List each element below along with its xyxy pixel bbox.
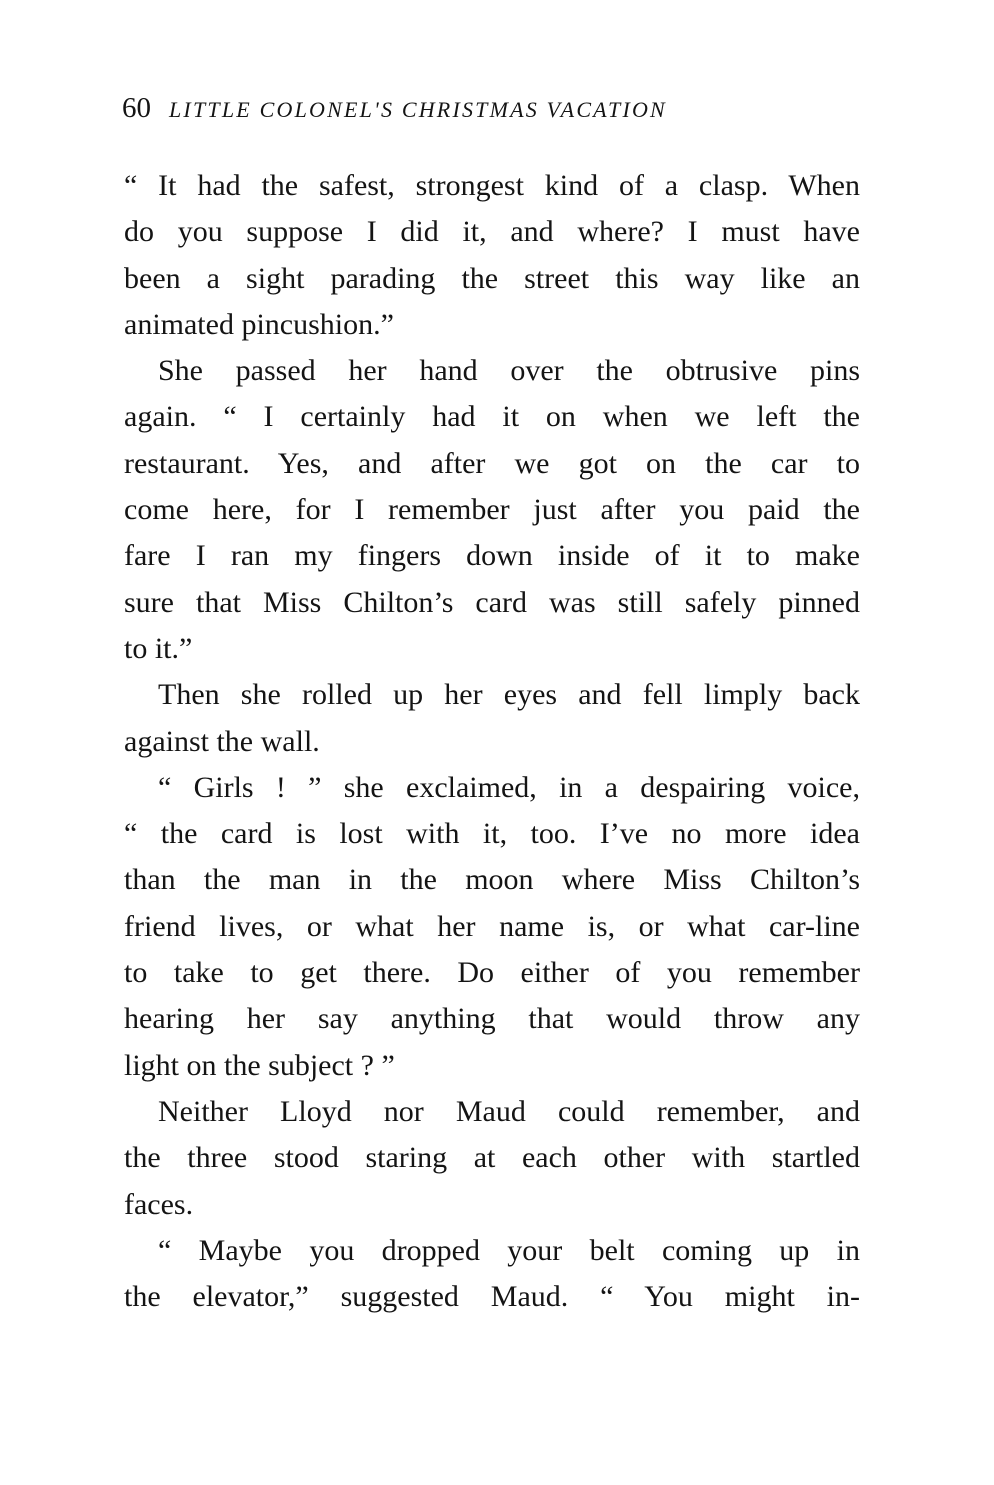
text-line: sure that Miss Chilton’s card was still safely pinned <box>124 585 860 619</box>
text-line: to take to get there. Do either of you remember <box>124 956 860 990</box>
text-line: fare I ran my fingers down inside of it to make <box>124 539 860 573</box>
body-text <box>124 163 860 1320</box>
text-line: faces. <box>124 1187 194 1221</box>
text-line: “ It had the safest, strongest kind of a clasp. When <box>124 169 860 202</box>
text-line: do you suppose I did it, and where? I must have <box>124 215 860 249</box>
running-title: LITTLE COLONEL'S CHRISTMAS VACATION <box>169 97 667 122</box>
text-line: the three stood staring at each other with startled <box>124 1141 860 1175</box>
text-line: against the wall. <box>124 724 320 758</box>
text-line: been a sight parading the street this way like an <box>124 261 860 295</box>
text-line: the elevator,” suggested Maud. “ You might in- <box>124 1280 860 1314</box>
text-line: light on the subject ? ” <box>124 1048 395 1082</box>
text-line: restaurant. Yes, and after we got on the car to <box>124 446 860 480</box>
text-line: than the man in the moon where Miss Chilton’s <box>124 863 860 897</box>
text-line: hearing her say anything that would throw any <box>124 1002 860 1036</box>
text-line: animated pincushion.” <box>124 307 394 341</box>
page-number: 60 <box>122 92 151 124</box>
text-line: Neither Lloyd nor Maud could remember, and <box>158 1094 860 1128</box>
text-line: Then she rolled up her eyes and fell limply back <box>158 678 860 712</box>
text-line: again. “ I certainly had it on when we left the <box>124 400 860 434</box>
text-line: “ Maybe you dropped your belt coming up in <box>158 1233 860 1267</box>
text-line: to it.” <box>124 631 193 665</box>
text-line: friend lives, or what her name is, or what car-line <box>124 909 860 943</box>
text-line: “ the card is lost with it, too. I’ve no more idea <box>124 817 860 851</box>
text-line: She passed her hand over the obtrusive pins <box>158 354 860 388</box>
running-head <box>122 92 862 132</box>
text-line: come here, for I remember just after you paid the <box>124 493 860 527</box>
text-line: “ Girls ! ” she exclaimed, in a despairing voice, <box>158 770 860 804</box>
